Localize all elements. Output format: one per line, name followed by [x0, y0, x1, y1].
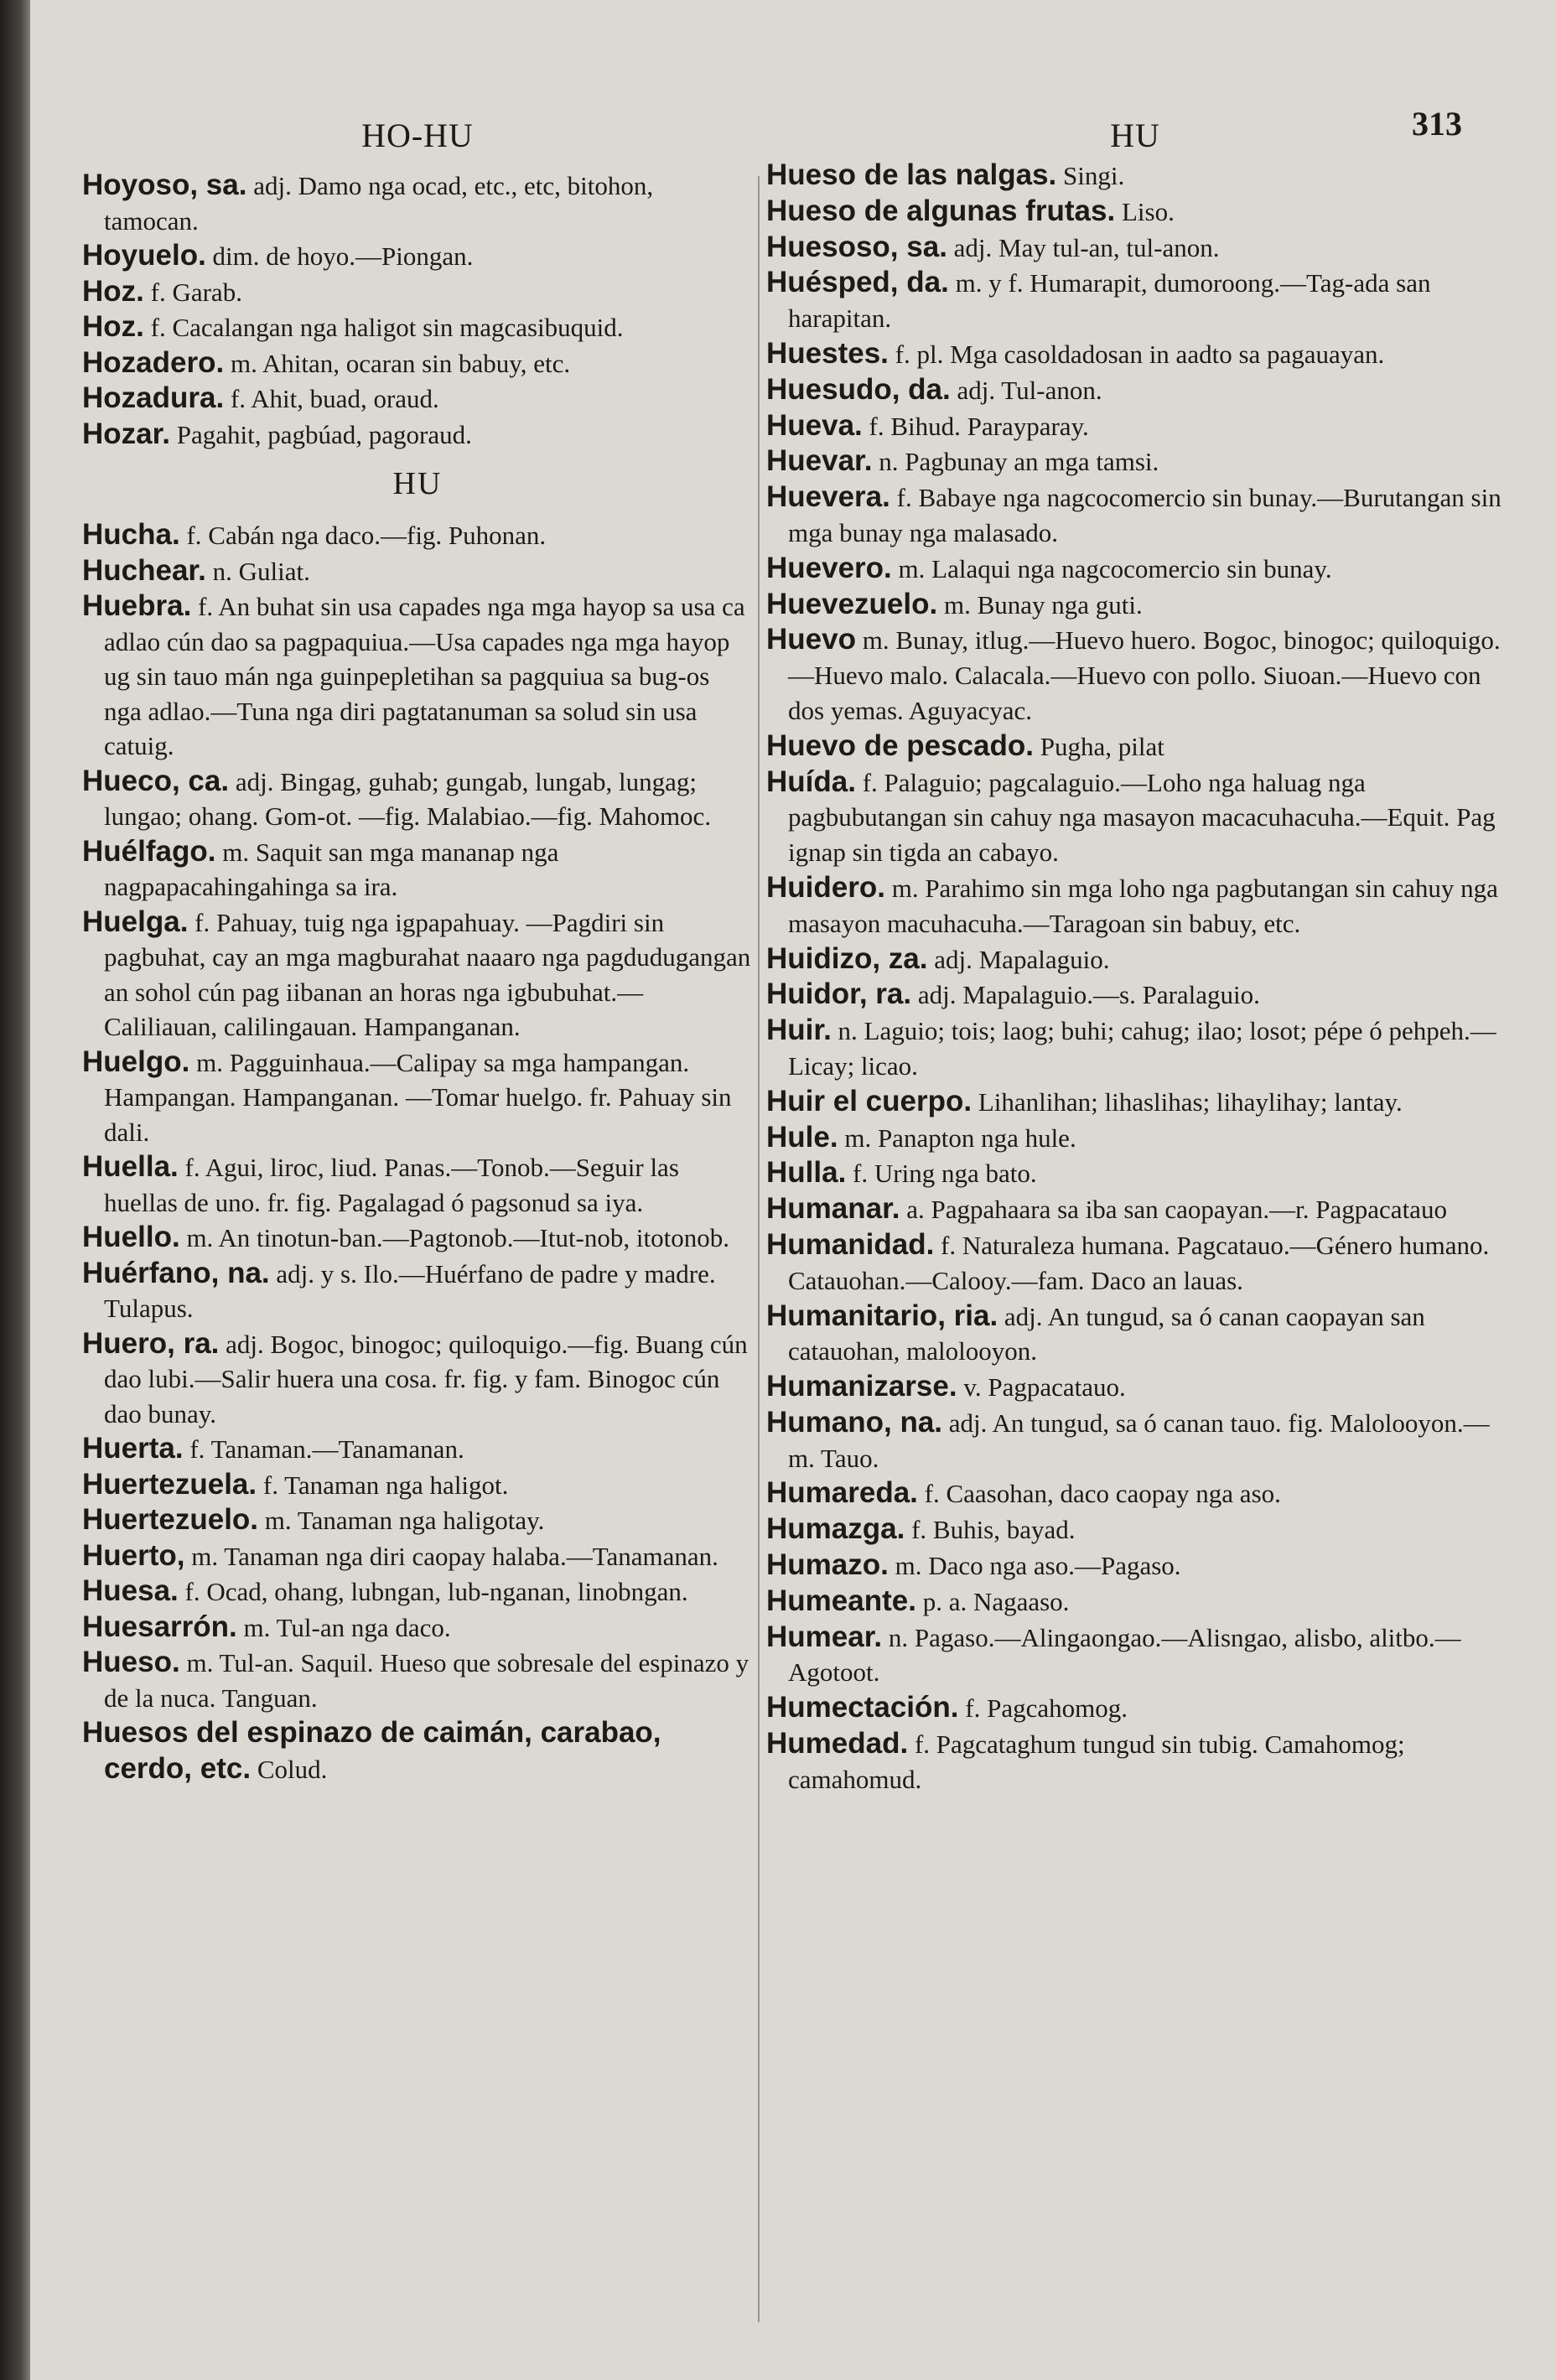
entry-headword: Huevo	[766, 623, 856, 656]
entry-headword: Humanidad.	[766, 1227, 935, 1261]
section-head-hu: HU	[392, 466, 443, 501]
entry-headword: Huesudo, da.	[766, 372, 951, 406]
entry-headword: Huidor, ra.	[766, 977, 912, 1011]
entry-definition: m. Bunay, itlug.—Huevo huero. Bogoc, binogoc; quiloquigo.—Huevo malo. Calacala.—Huevo con pollo. Siuoan.—Huevo con dos yemas. Aguyacyac.	[788, 625, 1501, 725]
entry-definition: m. Tanaman nga haligotay.	[258, 1506, 545, 1535]
entry-definition: f. Tanaman nga haligot.	[257, 1470, 509, 1500]
entry-headword: Huesa.	[82, 1574, 179, 1607]
entry-headword: Huella.	[82, 1150, 179, 1183]
entry-headword: Hueso de las nalgas.	[766, 158, 1057, 191]
dictionary-entry	[82, 1645, 753, 1715]
entry-headword: Huevezuelo.	[766, 587, 938, 620]
entry-definition: a. Pagpahaara sa iba san caopayan.—r. Pagpacatauo	[900, 1195, 1447, 1225]
dictionary-entry	[82, 238, 753, 274]
entry-headword: Huero, ra.	[82, 1326, 220, 1360]
entry-definition: m. Pagguinhaua.—Calipay sa mga hampangan. Hampangan. Hampanganan. —Tomar huelgo. fr. Pahuay sin dali.	[104, 1047, 732, 1147]
dictionary-entry	[766, 1013, 1504, 1084]
right-running-head: HU	[1110, 117, 1160, 154]
dictionary-entry	[82, 168, 753, 238]
entry-definition: f. Tanaman.—Tanamanan.	[183, 1434, 464, 1464]
entry-headword: Huertezuelo.	[82, 1503, 259, 1536]
entry-headword: Huevo de pescado.	[766, 729, 1034, 762]
entry-headword: Huir.	[766, 1014, 832, 1047]
dictionary-entry	[766, 1548, 1504, 1584]
entry-definition: m. Ahitan, ocaran sin babuy, etc.	[224, 348, 571, 378]
dictionary-entry	[82, 1538, 753, 1574]
entry-definition: f. Bihud. Parayparay.	[862, 411, 1089, 441]
entry-definition: adj. An tungud, sa ó canan tauo. fig. Malolooyon.—m. Tauo.	[788, 1408, 1490, 1473]
dictionary-entry	[766, 408, 1504, 444]
entry-headword: Huesarrón.	[82, 1610, 237, 1643]
entry-definition: m. Tul-an. Saquil. Hueso que sobresale del espinazo y de la nuca. Tanguan.	[104, 1648, 749, 1713]
dictionary-entry	[82, 1326, 753, 1432]
dictionary-entry	[766, 1620, 1504, 1691]
entry-definition: Liso.	[1115, 196, 1175, 226]
dictionary-entry	[82, 517, 753, 553]
entry-definition: m. Parahimo sin mga loho nga pagbutangan sin cahuy nga masayon macuhacuha.—Taragoan sin babuy, etc.	[788, 873, 1498, 938]
dictionary-entry	[82, 1149, 753, 1220]
entry-headword: Huebra.	[82, 589, 192, 622]
dictionary-entry	[82, 589, 753, 764]
entry-definition: m. Tul-an nga daco.	[236, 1612, 451, 1642]
entry-headword: Hoyoso, sa.	[82, 169, 247, 201]
entry-definition: adj. Bogoc, binogoc; quiloquigo.—fig. Buang cún dao lubi.—Salir huera una cosa. fr. fig. y fam. Binogoc cún dao bunay.	[104, 1329, 748, 1429]
entry-headword: Hoyuelo.	[82, 239, 206, 272]
entry-definition: f. Babaye nga nagcocomercio sin bunay.—Burutangan sin mga bunay nga malasado.	[788, 483, 1502, 547]
entry-headword: Hueva.	[766, 408, 863, 442]
dictionary-entry	[766, 480, 1504, 551]
entry-definition: m. Lalaqui nga nagcocomercio sin bunay.	[891, 553, 1332, 583]
dictionary-entry	[82, 1715, 753, 1786]
entry-headword: Huertezuela.	[82, 1467, 257, 1501]
entry-definition: f. Cacalangan nga haligot sin magcasibuquid.	[143, 313, 624, 342]
entry-definition: m. Daco nga aso.—Pagaso.	[888, 1551, 1181, 1581]
entry-headword: Hueso.	[82, 1646, 180, 1678]
entry-definition: f. Pagcahomog.	[958, 1693, 1128, 1724]
entry-definition: f. Agui, liroc, liud. Panas.—Tonob.—Seguir las huellas de uno. fr. fig. Pagalagad ó pagsonud sa iya.	[104, 1153, 679, 1217]
dictionary-entry	[766, 729, 1504, 765]
dictionary-entry	[766, 1227, 1504, 1299]
entry-definition: m. Panapton nga hule.	[838, 1123, 1076, 1153]
entry-definition: n. Laguio; tois; laog; buhi; cahug; ilao; losot; pépe ó pehpeh.—Licay; licao.	[788, 1016, 1496, 1081]
dictionary-entry	[766, 230, 1504, 266]
entry-definition: f. Uring nga bato.	[846, 1159, 1037, 1189]
entry-headword: Huevera.	[766, 480, 890, 514]
left-entries	[82, 168, 753, 1786]
dictionary-entry	[766, 443, 1504, 480]
dictionary-entry	[766, 1084, 1504, 1120]
entry-headword: Huidizo, za.	[766, 941, 928, 975]
dictionary-entry	[766, 587, 1504, 623]
dictionary-page	[30, 0, 1556, 2380]
entry-headword: Humazga.	[766, 1512, 905, 1546]
entry-definition: f. Caasohan, daco caopay nga aso.	[917, 1479, 1281, 1509]
dictionary-entry	[766, 1511, 1504, 1548]
entry-definition: Colud.	[251, 1754, 328, 1784]
entry-headword: Huir el cuerpo.	[766, 1084, 972, 1117]
entry-definition: f. Naturaleza humana. Pagcatauo.—Género humano. Catauohan.—Calooy.—fam. Daco an lauas.	[788, 1230, 1490, 1295]
entry-definition: f. Cabán nga daco.—fig. Puhonan.	[179, 521, 547, 550]
entry-definition: m. Bunay nga guti.	[937, 589, 1143, 620]
entry-definition: f. An buhat sin usa capades nga mga hayop sa usa ca adlao cún dao sa pagpaquiua.—Usa capades nga mga hayop ug sin tauo mán nga guinpepletihan sa pagquiua sa bug-os nga adlao.—Tuna nga diri pagtatanuman sa solud sin usa catuig.	[104, 592, 745, 760]
dictionary-entry	[82, 1467, 753, 1503]
dictionary-entry	[766, 1369, 1504, 1405]
dictionary-entry	[766, 622, 1504, 728]
dictionary-entry	[766, 765, 1504, 870]
entry-headword: Huesoso, sa.	[766, 230, 947, 263]
entry-definition: adj. Damo nga ocad, etc., etc, bitohon, tamocan.	[104, 171, 654, 236]
dictionary-entry	[82, 764, 753, 834]
entry-definition: v. Pagpacatauo.	[957, 1372, 1126, 1403]
dictionary-entry	[766, 265, 1504, 336]
left-entries-hu	[82, 517, 753, 1786]
dictionary-entry	[766, 1120, 1504, 1156]
entry-definition: m. An tinotun-ban.—Pagtonob.—Itut-nob, itotonob.	[179, 1223, 729, 1252]
entry-definition: n. Pagaso.—Alingaongao.—Alisngao, alisbo, alitbo.—Agotoot.	[788, 1622, 1461, 1688]
entry-headword: Humanizarse.	[766, 1370, 957, 1403]
entry-headword: Huélfago.	[82, 834, 216, 868]
entry-definition: f. Ocad, ohang, lubngan, lub-nganan, linobngan.	[178, 1577, 688, 1606]
dictionary-entry	[82, 1610, 753, 1646]
entry-definition: n. Pagbunay an mga tamsi.	[872, 447, 1159, 477]
page-number: 313	[1412, 105, 1462, 143]
entry-headword: Humear.	[766, 1620, 883, 1653]
entry-headword: Hule.	[766, 1120, 838, 1154]
entry-headword: Humanitario, ria.	[766, 1299, 998, 1332]
entry-definition: dim. de hoyo.—Piongan.	[205, 241, 474, 271]
entry-definition: adj. Tul-anon.	[950, 375, 1102, 405]
entry-definition: p. a. Nagaaso.	[915, 1586, 1070, 1616]
entry-definition: adj. Bingag, guhab; gungab, lungab, lungag; lungao; ohang. Gom-ot. —fig. Malabiao.—fig. Mahomoc.	[104, 766, 712, 831]
entry-headword: Hozadero.	[82, 345, 225, 379]
dictionary-entry	[766, 194, 1504, 230]
left-entries-ho	[82, 168, 753, 452]
dictionary-entry	[766, 1726, 1504, 1797]
entry-definition: f. Ahit, buad, oraud.	[224, 384, 439, 413]
dictionary-entry	[82, 1431, 753, 1467]
entry-headword: Huída.	[766, 765, 856, 798]
entry-headword: Humectación.	[766, 1691, 959, 1724]
dictionary-entry	[82, 274, 753, 310]
dictionary-entry	[766, 1191, 1504, 1227]
dictionary-entry	[766, 1690, 1504, 1726]
dictionary-entry	[766, 1155, 1504, 1191]
dictionary-entry	[82, 1220, 753, 1256]
entry-headword: Humedad.	[766, 1727, 909, 1760]
entry-headword: Hoz.	[82, 274, 144, 308]
right-entries	[766, 158, 1504, 1797]
entry-definition: f. Pahuay, tuig nga igpapahuay. —Pagdiri sin pagbuhat, cay an mga magburahat naaaro nga pagdudugangan an sohol cún pag iibanan an horas nga igbubuhat.—Caliliauan, calilingauan. Hampanganan.	[104, 907, 751, 1041]
entry-headword: Huelgo.	[82, 1045, 190, 1078]
entry-headword: Huestes.	[766, 336, 889, 370]
entry-definition: n. Guliat.	[205, 556, 310, 586]
dictionary-entry	[766, 1584, 1504, 1620]
entry-headword: Hozar.	[82, 417, 171, 450]
dictionary-entry	[766, 1405, 1504, 1476]
entry-definition: f. Palaguio; pagcalaguio.—Loho nga haluag nga pagbubutangan sin cahuy nga masayon macacuhacuha.—Equit. Pag ignap sin tigda an cabayo.	[788, 767, 1496, 868]
entry-headword: Humano, na.	[766, 1405, 943, 1439]
entry-headword: Humanar.	[766, 1192, 900, 1226]
dictionary-entry	[82, 381, 753, 417]
dictionary-entry	[766, 941, 1504, 977]
entry-definition: Lihanlihan; lihaslihas; lihaylihay; lantay.	[972, 1086, 1403, 1117]
entry-headword: Huesos del espinazo de caimán, carabao, cerdo, etc.	[82, 1716, 661, 1785]
dictionary-entry	[766, 1475, 1504, 1511]
entry-headword: Hueco, ca.	[82, 764, 230, 797]
dictionary-entry	[766, 977, 1504, 1013]
dictionary-entry	[82, 1502, 753, 1538]
entry-headword: Huérfano, na.	[82, 1256, 270, 1289]
dictionary-entry	[82, 1574, 753, 1610]
entry-definition: adj. May tul-an, tul-anon.	[947, 232, 1220, 262]
dictionary-entry	[82, 345, 753, 381]
dictionary-entry	[82, 1256, 753, 1326]
entry-definition: m. Tanaman nga diri caopay halaba.—Tanamanan.	[184, 1541, 718, 1571]
dictionary-entry	[82, 905, 753, 1045]
entry-headword: Huerto,	[82, 1538, 185, 1572]
dictionary-entry	[766, 158, 1504, 194]
entry-headword: Humeante.	[766, 1584, 916, 1617]
entry-definition: adj. An tungud, sa ó canan caopayan san catauohan, malolooyon.	[788, 1301, 1425, 1366]
entry-definition: adj. Mapalaguio.	[927, 944, 1110, 974]
left-running-head: HO-HU	[361, 117, 474, 154]
entry-headword: Huerta.	[82, 1432, 184, 1465]
entry-definition: Pugha, pilat	[1033, 731, 1164, 761]
dictionary-entry	[766, 336, 1504, 372]
entry-definition: adj. y s. Ilo.—Huérfano de padre y madre. Tulapus.	[104, 1258, 716, 1323]
dictionary-entry	[766, 372, 1504, 408]
entry-headword: Humareda.	[766, 1476, 918, 1510]
dictionary-entry	[766, 551, 1504, 587]
dictionary-entry	[766, 870, 1504, 941]
entry-definition: m. y f. Humarapit, dumoroong.—Tag-ada san harapitan.	[788, 268, 1431, 334]
entry-definition: m. Saquit san mga mananap nga nagpapacahingahinga sa ira.	[104, 837, 559, 901]
dictionary-entry	[82, 417, 753, 453]
entry-headword: Hozadura.	[82, 381, 225, 414]
dictionary-entry	[82, 834, 753, 905]
entry-headword: Hueso de algunas frutas.	[766, 194, 1116, 227]
entry-headword: Humazo.	[766, 1548, 889, 1582]
entry-definition: f. Buhis, bayad.	[905, 1515, 1076, 1545]
dictionary-entry	[82, 1045, 753, 1150]
entry-definition: f. Garab.	[143, 277, 242, 307]
entry-headword: Huchear.	[82, 553, 206, 587]
column-divider	[758, 176, 760, 2322]
dictionary-entry	[82, 309, 753, 345]
entry-definition: f. Pagcataghum tungud sin tubig. Camahomog; camahomud.	[788, 1729, 1405, 1794]
entry-headword: Huello.	[82, 1221, 180, 1253]
entry-definition: Pagahit, pagbúad, pagoraud.	[170, 419, 472, 449]
entry-headword: Hoz.	[82, 310, 144, 343]
dictionary-entry	[82, 553, 753, 589]
dictionary-entry	[766, 1299, 1504, 1370]
entry-headword: Hucha.	[82, 518, 180, 551]
entry-headword: Huidero.	[766, 870, 885, 904]
entry-headword: Huelga.	[82, 905, 189, 938]
entry-headword: Huevero.	[766, 551, 892, 584]
entry-definition: Singi.	[1056, 161, 1125, 190]
entry-definition: adj. Mapalaguio.—s. Paralaguio.	[911, 980, 1260, 1010]
entry-headword: Huevar.	[766, 444, 873, 478]
entry-headword: Hulla.	[766, 1156, 847, 1190]
entry-headword: Huésped, da.	[766, 266, 949, 299]
entry-definition: f. pl. Mga casoldadosan in aadto sa pagauayan.	[888, 339, 1385, 369]
